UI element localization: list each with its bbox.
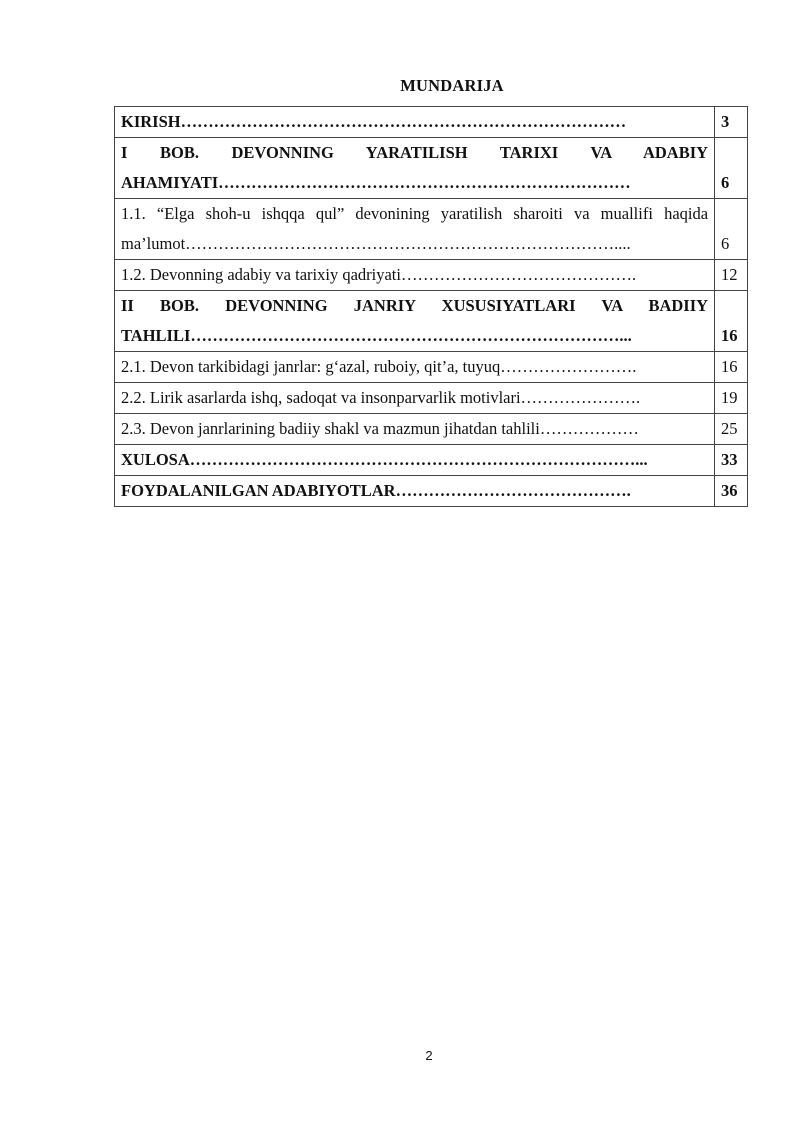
toc-entry-title: I BOB. DEVONNING YARATILISH TARIXI VA ADABIY AHAMIYATI…………………………………………………………………: [115, 138, 715, 199]
toc-entry-page: 25: [715, 414, 748, 445]
toc-entry-title: XULOSA………………………………………………………………………...: [115, 445, 715, 476]
toc-row-2-2: [115, 383, 748, 414]
toc-entry-page: 19: [715, 383, 748, 414]
toc-entry-title: 2.3. Devon janrlarining badiiy shakl va mazmun jihatdan tahlili………………: [115, 414, 715, 445]
toc-entry-title: 1.2. Devonning adabiy va tarixiy qadriyati…………………………………….: [115, 260, 715, 291]
toc-entry-title: KIRISH………………………………………………………………………: [115, 107, 715, 138]
toc-row-1-1: [115, 199, 748, 260]
toc-entry-title: II BOB. DEVONNING JANRIY XUSUSIYATLARI VA BADIIY TAHLILI……………………………………………………………………...: [115, 291, 715, 352]
document-title: MUNDARIJA: [400, 76, 504, 95]
toc-row-1-2: [115, 260, 748, 291]
toc-row-2-3: [115, 414, 748, 445]
toc-row-references: [115, 476, 748, 507]
toc-row-kirish: [115, 107, 748, 138]
toc-entry-title: FOYDALANILGAN ADABIYOTLAR…………………………………….: [115, 476, 715, 507]
toc-entry-page: 6: [715, 199, 748, 260]
page-number: 2: [425, 1048, 433, 1063]
toc-entry-title: 2.2. Lirik asarlarda ishq, sadoqat va insonparvarlik motivlari………………….: [115, 383, 715, 414]
toc-entry-page: 12: [715, 260, 748, 291]
toc-row-xulosa: [115, 445, 748, 476]
toc-entry-page: 36: [715, 476, 748, 507]
toc-entry-page: 16: [715, 352, 748, 383]
toc-entry-page: 33: [715, 445, 748, 476]
toc-row-2-1: [115, 352, 748, 383]
table-of-contents: [114, 106, 748, 507]
toc-entry-page: 16: [715, 291, 748, 352]
toc-entry-title: 2.1. Devon tarkibidagi janrlar: g‘azal, ruboiy, qit’a, tuyuq…………………….: [115, 352, 715, 383]
toc-row-chapter-2: [115, 291, 748, 352]
toc-entry-page: 6: [715, 138, 748, 199]
toc-row-chapter-1: [115, 138, 748, 199]
toc-entry-page: 3: [715, 107, 748, 138]
toc-entry-title: 1.1. “Elga shoh-u ishqqa qul” devonining yaratilish sharoiti va muallifi haqida ma’lumot……………………………………………………………………....: [115, 199, 715, 260]
